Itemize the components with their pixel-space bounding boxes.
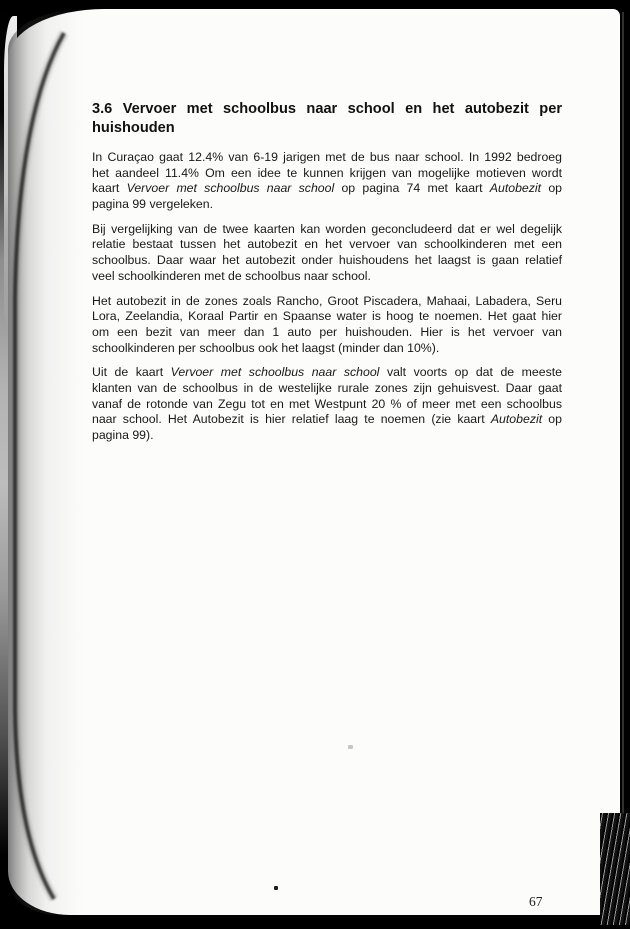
text-run: vanaf de rotonde van Zegu tot en met Westpunt 20 % of meer met een schoolbus (92, 396, 562, 411)
map-title-italic: Vervoer met schoolbus naar school (170, 365, 380, 380)
text-line (92, 150, 562, 166)
text-line (92, 253, 562, 269)
heading-line: huishouden (92, 120, 175, 136)
text-run: op (541, 181, 562, 196)
text-run: om een bezit van meer dan 1 auto per huishouden. Hier is het vervoer van (92, 324, 562, 339)
text-run: valt voorts op dat de meeste (379, 365, 562, 380)
text-line (92, 222, 562, 238)
text-line (92, 166, 562, 182)
text-run: pagina 99). (92, 428, 154, 442)
text-run: klanten van de schoolbus in de westelijke rurale zones zijn gehuisvest. Daar gaat (92, 380, 562, 395)
page (8, 9, 620, 915)
text-run: op (542, 412, 562, 427)
section-heading (92, 100, 562, 138)
text-run: Lora, Zeelandia, Koraal Partir en Spaanse water is hoog te noemen. Het gaat hier (92, 309, 562, 324)
text-run: op pagina 74 met kaart (334, 181, 490, 196)
page-content (92, 100, 562, 453)
text-line (92, 197, 562, 213)
text-run: Uit de kaart (92, 365, 171, 380)
text-run: pagina 99 vergeleken. (92, 197, 214, 212)
map-title-italic: Vervoer met schoolbus naar school (126, 181, 335, 196)
paragraph (92, 294, 562, 357)
scan-speck (274, 886, 278, 890)
text-line (92, 325, 562, 341)
page-edge-highlight (622, 12, 624, 917)
text-line (92, 412, 562, 428)
text-line (92, 269, 562, 285)
text-run: schoolbus. Daar waar het autobezit onder huishoudens het laagst is gaan relatief (92, 253, 562, 268)
text-line (92, 341, 562, 357)
paragraph (92, 150, 562, 213)
heading-line: 3.6 Vervoer met schoolbus naar school en het autobezit per (92, 101, 562, 117)
paragraph (92, 365, 562, 443)
text-run: naar school. Het Autobezit is hier relatief laag te noemen (zie kaart (92, 412, 491, 427)
text-run: relatie bestaat tussen het autobezit en het vervoer van schoolkinderen met een (92, 237, 562, 252)
text-line (92, 428, 562, 444)
page-edge-streaks (600, 813, 630, 925)
text-line (92, 381, 562, 397)
text-run: schoolkinderen per schoolbus ook het laagst (minder dan 10%). (92, 340, 440, 355)
text-run: Bij vergelijking van de twee kaarten kan worden geconcludeerd dat er wel degelijk (92, 221, 562, 236)
scan-speck (348, 745, 353, 749)
text-line (92, 365, 562, 381)
text-run: kaart (92, 181, 127, 196)
text-line (92, 181, 562, 197)
text-line (92, 309, 562, 325)
map-title-italic: Autobezit (489, 181, 542, 196)
text-run: veel schoolkinderen met de schoolbus naar school. (92, 268, 371, 283)
text-line (92, 237, 562, 253)
text-run: In Curaçao gaat 12.4% van 6-19 jarigen met de bus naar school. In 1992 bedroeg (92, 150, 562, 164)
paragraph (92, 222, 562, 285)
text-line (92, 397, 562, 413)
text-line (92, 294, 562, 310)
text-run: het aandeel 11.4% Om een idee te kunnen krijgen van mogelijke motieven wordt (92, 165, 562, 180)
text-run: Het autobezit in de zones zoals Rancho, Groot Piscadera, Mahaai, Labadera, Seru (92, 293, 562, 308)
page-number: 67 (529, 894, 543, 909)
map-title-italic: Autobezit (490, 412, 543, 427)
